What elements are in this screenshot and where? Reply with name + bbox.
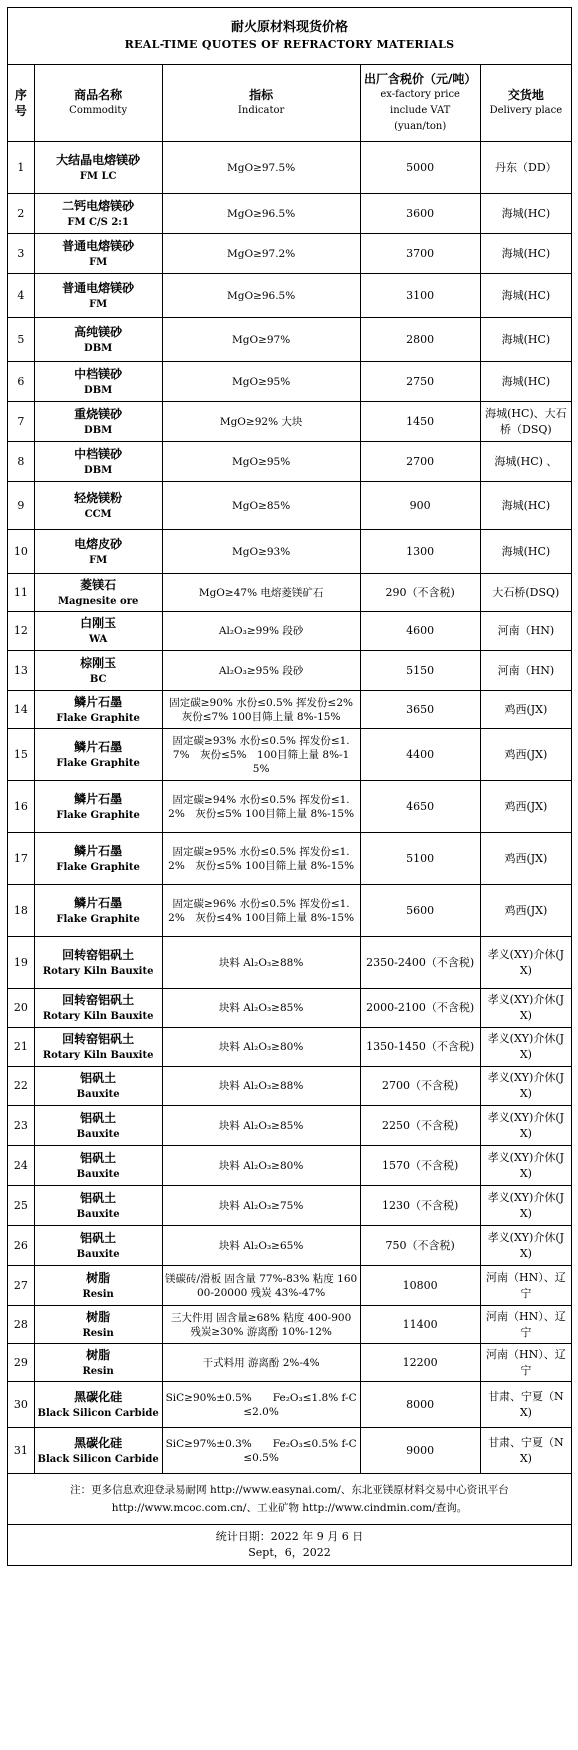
commodity-name-en: Flake Graphite	[56, 809, 140, 821]
table-row	[8, 1344, 572, 1382]
commodity-name-cn: 二钙电熔镁砂	[62, 198, 135, 213]
row-number: 25	[8, 1186, 35, 1226]
commodity-name-en: CCM	[84, 508, 112, 520]
date-cn: 统计日期：2022 年 9 月 6 日	[215, 1530, 364, 1543]
commodity-cell	[34, 1106, 162, 1146]
delivery-place-cell: 丹东（DD）	[480, 142, 571, 194]
row-number: 15	[8, 729, 35, 781]
commodity-cell	[34, 530, 162, 574]
header-indicator: 指标 Indicator	[162, 65, 360, 142]
price-cell: 5100	[360, 833, 480, 885]
commodity-cell	[34, 1306, 162, 1344]
row-number: 8	[8, 442, 35, 482]
commodity-name-en: Bauxite	[76, 1248, 120, 1260]
row-number: 23	[8, 1106, 35, 1146]
row-number: 18	[8, 885, 35, 937]
indicator-cell: MgO≥47% 电熔菱镁矿石	[162, 574, 360, 612]
indicator-cell: 固定碳≥90% 水份≤0.5% 挥发份≤2% 灰份≤7% 100目筛上量 8%-15%	[162, 691, 360, 729]
header-seq: 序号	[8, 65, 35, 142]
indicator-cell: MgO≥95%	[162, 442, 360, 482]
commodity-name-en: FM	[89, 256, 108, 268]
commodity-name-en: DBM	[84, 384, 113, 396]
commodity-name-cn: 菱镁石	[80, 577, 117, 592]
indicator-cell: 块料 Al₂O₃≥65%	[162, 1226, 360, 1266]
commodity-cell	[34, 194, 162, 234]
commodity-name-cn: 鳞片石墨	[74, 843, 123, 858]
commodity-name-en: Bauxite	[76, 1208, 120, 1220]
indicator-cell: 固定碳≥96% 水份≤0.5% 挥发份≤1.2% 灰份≤4% 100目筛上量 8%-15%	[162, 885, 360, 937]
table-row	[8, 1106, 572, 1146]
indicator-cell: 块料 Al₂O₃≥75%	[162, 1186, 360, 1226]
header-row	[8, 65, 572, 142]
commodity-cell	[34, 234, 162, 274]
commodity-name-cn: 铝矾土	[80, 1150, 117, 1165]
row-number: 27	[8, 1266, 35, 1306]
header-price: 出厂含税价（元/吨） ex-factory price include VAT (yuan/ton)	[360, 65, 480, 142]
table-row	[8, 729, 572, 781]
delivery-place-cell: 河南（HN）、辽宁	[480, 1266, 571, 1306]
delivery-place-cell: 河南（HN）、辽宁	[480, 1306, 571, 1344]
price-cell: 1350-1450（不含税)	[360, 1028, 480, 1067]
indicator-cell: 三大件用 固含量≥68% 粘度 400-900 残炭≥30% 游离酚 10%-12%	[162, 1306, 360, 1344]
commodity-cell	[34, 612, 162, 651]
indicator-cell: MgO≥96.5%	[162, 274, 360, 318]
table-row	[8, 1266, 572, 1306]
commodity-cell	[34, 651, 162, 691]
price-cell: 2000-2100（不含税)	[360, 989, 480, 1028]
delivery-place-cell: 海城(HC)	[480, 362, 571, 402]
table-row	[8, 318, 572, 362]
delivery-place-cell: 甘肃、宁夏（NX)	[480, 1428, 571, 1474]
indicator-cell: MgO≥92% 大块	[162, 402, 360, 442]
row-number: 29	[8, 1344, 35, 1382]
price-cell: 1230（不含税)	[360, 1186, 480, 1226]
indicator-cell: 固定碳≥93% 水份≤0.5% 挥发份≤1.7% 灰份≤5% 100目筛上量 8%-15%	[162, 729, 360, 781]
table-row	[8, 937, 572, 989]
commodity-name-en: Rotary Kiln Bauxite	[42, 1011, 154, 1022]
commodity-name-cn: 鳞片石墨	[74, 895, 123, 910]
price-cell: 750（不含税)	[360, 1226, 480, 1266]
row-number: 17	[8, 833, 35, 885]
footnote	[8, 1474, 572, 1525]
commodity-name-en: BC	[89, 673, 107, 685]
commodity-name-cn: 鳞片石墨	[74, 694, 123, 709]
delivery-place-cell: 鸡西(JX)	[480, 729, 571, 781]
row-number: 11	[8, 574, 35, 612]
price-cell: 4650	[360, 781, 480, 833]
commodity-name-cn: 树脂	[86, 1309, 111, 1324]
commodity-name-cn: 铝矾土	[80, 1071, 117, 1085]
row-number: 1	[8, 142, 35, 194]
commodity-cell	[34, 482, 162, 530]
commodity-name-en: FM LC	[79, 170, 117, 182]
delivery-place-cell: 孝义(XY)介休(JX)	[480, 989, 571, 1028]
delivery-place-cell: 海城(HC)	[480, 234, 571, 274]
commodity-name-en: DBM	[84, 464, 113, 476]
delivery-place-cell: 海城(HC)	[480, 482, 571, 530]
commodity-name-cn: 重烧镁砂	[74, 406, 123, 421]
indicator-cell: 块料 Al₂O₃≥88%	[162, 1067, 360, 1106]
delivery-place-cell: 海城(HC) 、	[480, 442, 571, 482]
footnote-line2: http://www.mcoc.com.cn/、工业矿物 http://www.cindmin.com/查询。	[111, 1502, 468, 1514]
table-row	[8, 989, 572, 1028]
price-cell: 5150	[360, 651, 480, 691]
table-row	[8, 142, 572, 194]
row-number: 30	[8, 1382, 35, 1428]
commodity-name-en: FM	[89, 554, 108, 566]
indicator-cell: Al₂O₃≥99% 段砂	[162, 612, 360, 651]
row-number: 22	[8, 1067, 35, 1106]
commodity-name-cn: 回转窑铝矾土	[62, 1032, 135, 1046]
commodity-name-cn: 树脂	[86, 1347, 111, 1362]
row-number: 14	[8, 691, 35, 729]
delivery-place-cell: 海城(HC)	[480, 274, 571, 318]
commodity-cell	[34, 1067, 162, 1106]
delivery-place-cell: 海城(HC)	[480, 194, 571, 234]
indicator-cell: 块料 Al₂O₃≥80%	[162, 1146, 360, 1186]
row-number: 12	[8, 612, 35, 651]
commodity-name-en: Rotary Kiln Bauxite	[42, 1050, 154, 1061]
indicator-cell: Al₂O₃≥95% 段砂	[162, 651, 360, 691]
table-row	[8, 1146, 572, 1186]
indicator-cell: 块料 Al₂O₃≥85%	[162, 1106, 360, 1146]
row-number: 6	[8, 362, 35, 402]
commodity-name-cn: 铝矾土	[80, 1230, 117, 1245]
commodity-cell	[34, 729, 162, 781]
commodity-name-en: Resin	[82, 1327, 114, 1339]
price-cell: 3100	[360, 274, 480, 318]
indicator-cell: MgO≥97.2%	[162, 234, 360, 274]
price-cell: 2250（不含税)	[360, 1106, 480, 1146]
title-cn: 耐火原材料现货价格	[230, 20, 348, 35]
commodity-cell	[34, 781, 162, 833]
table-row	[8, 194, 572, 234]
commodity-name-cn: 中档镁砂	[74, 366, 123, 381]
price-cell: 3650	[360, 691, 480, 729]
delivery-place-cell: 河南（HN）、辽宁	[480, 1344, 571, 1382]
statistics-date	[8, 1525, 572, 1566]
commodity-name-en: WA	[88, 634, 108, 645]
price-cell: 290（不含税)	[360, 574, 480, 612]
commodity-cell	[34, 833, 162, 885]
delivery-place-cell: 孝义(XY)介休(JX)	[480, 1028, 571, 1067]
row-number: 31	[8, 1428, 35, 1474]
price-cell: 2750	[360, 362, 480, 402]
price-cell: 3600	[360, 194, 480, 234]
delivery-place-cell: 甘肃、宁夏（NX)	[480, 1382, 571, 1428]
indicator-cell: MgO≥85%	[162, 482, 360, 530]
indicator-cell: MgO≥97.5%	[162, 142, 360, 194]
row-number: 4	[8, 274, 35, 318]
row-number: 28	[8, 1306, 35, 1344]
commodity-name-cn: 棕刚玉	[80, 655, 117, 670]
table-row	[8, 691, 572, 729]
title-en: REAL-TIME QUOTES OF REFRACTORY MATERIALS	[124, 38, 455, 51]
commodity-cell	[34, 1428, 162, 1474]
row-number: 7	[8, 402, 35, 442]
indicator-cell: MgO≥95%	[162, 362, 360, 402]
indicator-cell: 块料 Al₂O₃≥85%	[162, 989, 360, 1028]
row-number: 16	[8, 781, 35, 833]
commodity-name-cn: 树脂	[86, 1270, 111, 1285]
commodity-cell	[34, 1186, 162, 1226]
footnote-line1: 注：更多信息欢迎登录易耐网 http://www.easynai.com/、东北亚镁原材料交易中心资讯平台	[70, 1484, 509, 1496]
commodity-name-cn: 高纯镁砂	[74, 324, 123, 339]
indicator-cell: 干式料用 游离酚 2%-4%	[162, 1344, 360, 1382]
row-number: 10	[8, 530, 35, 574]
commodity-cell	[34, 274, 162, 318]
row-number: 21	[8, 1028, 35, 1067]
table-row	[8, 530, 572, 574]
commodity-name-en: Magnesite ore	[57, 595, 139, 607]
commodity-cell	[34, 1344, 162, 1382]
price-cell: 9000	[360, 1428, 480, 1474]
delivery-place-cell: 孝义(XY)介休(JX)	[480, 937, 571, 989]
table-row	[8, 234, 572, 274]
price-cell: 2700	[360, 442, 480, 482]
price-cell: 1570（不含税)	[360, 1146, 480, 1186]
commodity-name-cn: 回转窑铝矾土	[62, 947, 135, 962]
commodity-cell	[34, 442, 162, 482]
commodity-cell	[34, 885, 162, 937]
table-row	[8, 1226, 572, 1266]
indicator-cell: 块料 Al₂O₃≥80%	[162, 1028, 360, 1067]
date-en: Sept，6，2022	[248, 1546, 331, 1559]
delivery-place-cell: 大石桥(DSQ)	[480, 574, 571, 612]
table-row	[8, 1306, 572, 1344]
commodity-name-cn: 普通电熔镁砂	[62, 238, 135, 253]
commodity-name-en: Resin	[82, 1288, 114, 1300]
delivery-place-cell: 河南（HN)	[480, 612, 571, 651]
indicator-cell: MgO≥93%	[162, 530, 360, 574]
indicator-cell: MgO≥97%	[162, 318, 360, 362]
commodity-name-cn: 黑碳化硅	[74, 1435, 123, 1450]
commodity-cell	[34, 318, 162, 362]
table-row	[8, 1028, 572, 1067]
commodity-name-cn: 鳞片石墨	[74, 791, 123, 806]
commodity-name-cn: 黑碳化硅	[74, 1389, 123, 1404]
price-cell: 4600	[360, 612, 480, 651]
header-delivery-place: 交货地 Delivery place	[480, 65, 571, 142]
price-cell: 2350-2400（不含税)	[360, 937, 480, 989]
table-row	[8, 833, 572, 885]
price-cell: 1450	[360, 402, 480, 442]
table-row	[8, 612, 572, 651]
commodity-name-cn: 鳞片石墨	[74, 739, 123, 754]
price-sheet	[7, 7, 572, 1566]
row-number: 3	[8, 234, 35, 274]
commodity-name-en: Black Silicon Carbide	[37, 1453, 159, 1465]
commodity-name-cn: 中档镁砂	[74, 446, 123, 461]
indicator-cell: 固定碳≥95% 水份≤0.5% 挥发份≤1.2% 灰份≤5% 100目筛上量 8%-15%	[162, 833, 360, 885]
indicator-cell: SiC≥90%±0.5% Fe₂O₃≤1.8% f-C≤2.0%	[162, 1382, 360, 1428]
indicator-cell: 固定碳≥94% 水份≤0.5% 挥发份≤1.2% 灰份≤5% 100目筛上量 8%-15%	[162, 781, 360, 833]
table-row	[8, 1428, 572, 1474]
table-row	[8, 442, 572, 482]
table-body	[8, 142, 572, 1474]
commodity-name-en: Flake Graphite	[56, 757, 140, 769]
commodity-name-en: DBM	[84, 424, 113, 436]
delivery-place-cell: 孝义(XY)介休(JX)	[480, 1226, 571, 1266]
commodity-name-cn: 大结晶电熔镁砂	[56, 152, 141, 167]
table-title	[8, 8, 572, 65]
table-row	[8, 781, 572, 833]
price-cell: 12200	[360, 1344, 480, 1382]
price-cell: 11400	[360, 1306, 480, 1344]
table-row	[8, 402, 572, 442]
row-number: 9	[8, 482, 35, 530]
table-row	[8, 362, 572, 402]
price-cell: 1300	[360, 530, 480, 574]
commodity-cell	[34, 142, 162, 194]
delivery-place-cell: 河南（HN)	[480, 651, 571, 691]
commodity-name-en: FM	[89, 298, 108, 310]
table-row	[8, 482, 572, 530]
delivery-place-cell: 海城(HC)、大石桥（DSQ)	[480, 402, 571, 442]
table-row	[8, 885, 572, 937]
commodity-name-en: Resin	[82, 1365, 114, 1377]
price-cell: 10800	[360, 1266, 480, 1306]
commodity-name-en: FM C/S 2:1	[67, 216, 129, 228]
indicator-cell: 块料 Al₂O₃≥88%	[162, 937, 360, 989]
commodity-name-en: DBM	[84, 342, 113, 354]
delivery-place-cell: 鸡西(JX)	[480, 781, 571, 833]
delivery-place-cell: 鸡西(JX)	[480, 885, 571, 937]
commodity-name-cn: 铝矾土	[80, 1190, 117, 1205]
indicator-cell: MgO≥96.5%	[162, 194, 360, 234]
commodity-name-cn: 铝矾土	[80, 1110, 117, 1125]
row-number: 13	[8, 651, 35, 691]
commodity-name-en: Bauxite	[76, 1089, 120, 1100]
table-row	[8, 651, 572, 691]
commodity-cell	[34, 574, 162, 612]
commodity-name-en: Rotary Kiln Bauxite	[42, 965, 154, 977]
row-number: 2	[8, 194, 35, 234]
indicator-cell: 镁碳砖/滑板 固含量 77%-83% 粘度 16000-20000 残炭 43%-47%	[162, 1266, 360, 1306]
delivery-place-cell: 海城(HC)	[480, 530, 571, 574]
row-number: 19	[8, 937, 35, 989]
row-number: 20	[8, 989, 35, 1028]
commodity-cell	[34, 1226, 162, 1266]
table-row	[8, 1382, 572, 1428]
price-cell: 5600	[360, 885, 480, 937]
commodity-cell	[34, 1382, 162, 1428]
commodity-name-cn: 白刚玉	[80, 616, 117, 630]
delivery-place-cell: 孝义(XY)介休(JX)	[480, 1146, 571, 1186]
commodity-name-en: Bauxite	[76, 1168, 120, 1180]
commodity-cell	[34, 691, 162, 729]
delivery-place-cell: 孝义(XY)介休(JX)	[480, 1186, 571, 1226]
row-number: 26	[8, 1226, 35, 1266]
price-cell: 3700	[360, 234, 480, 274]
commodity-cell	[34, 1146, 162, 1186]
commodity-name-en: Flake Graphite	[56, 861, 140, 873]
price-cell: 900	[360, 482, 480, 530]
commodity-cell	[34, 1028, 162, 1067]
row-number: 5	[8, 318, 35, 362]
commodity-name-cn: 电熔皮砂	[74, 536, 123, 551]
table-row	[8, 574, 572, 612]
commodity-cell	[34, 402, 162, 442]
delivery-place-cell: 鸡西(JX)	[480, 833, 571, 885]
delivery-place-cell: 孝义(XY)介休(JX)	[480, 1106, 571, 1146]
table-row	[8, 1186, 572, 1226]
commodity-name-en: Black Silicon Carbide	[37, 1407, 159, 1419]
delivery-place-cell: 鸡西(JX)	[480, 691, 571, 729]
commodity-name-en: Flake Graphite	[56, 913, 140, 925]
commodity-cell	[34, 937, 162, 989]
commodity-name-cn: 回转窑铝矾土	[62, 993, 135, 1007]
price-cell: 5000	[360, 142, 480, 194]
table-row	[8, 274, 572, 318]
indicator-cell: SiC≥97%±0.3% Fe₂O₃≤0.5% f-C≤0.5%	[162, 1428, 360, 1474]
commodity-name-cn: 普通电熔镁砂	[62, 280, 135, 295]
delivery-place-cell: 孝义(XY)介休(JX)	[480, 1067, 571, 1106]
commodity-cell	[34, 989, 162, 1028]
price-cell: 8000	[360, 1382, 480, 1428]
row-number: 24	[8, 1146, 35, 1186]
commodity-cell	[34, 1266, 162, 1306]
commodity-name-cn: 轻烧镁粉	[74, 490, 123, 505]
price-cell: 2800	[360, 318, 480, 362]
delivery-place-cell: 海城(HC)	[480, 318, 571, 362]
header-commodity: 商品名称 Commodity	[34, 65, 162, 142]
price-cell: 4400	[360, 729, 480, 781]
commodity-cell	[34, 362, 162, 402]
commodity-name-en: Flake Graphite	[56, 712, 140, 724]
price-cell: 2700（不含税)	[360, 1067, 480, 1106]
price-table	[7, 7, 572, 1566]
commodity-name-en: Bauxite	[76, 1128, 120, 1140]
table-row	[8, 1067, 572, 1106]
